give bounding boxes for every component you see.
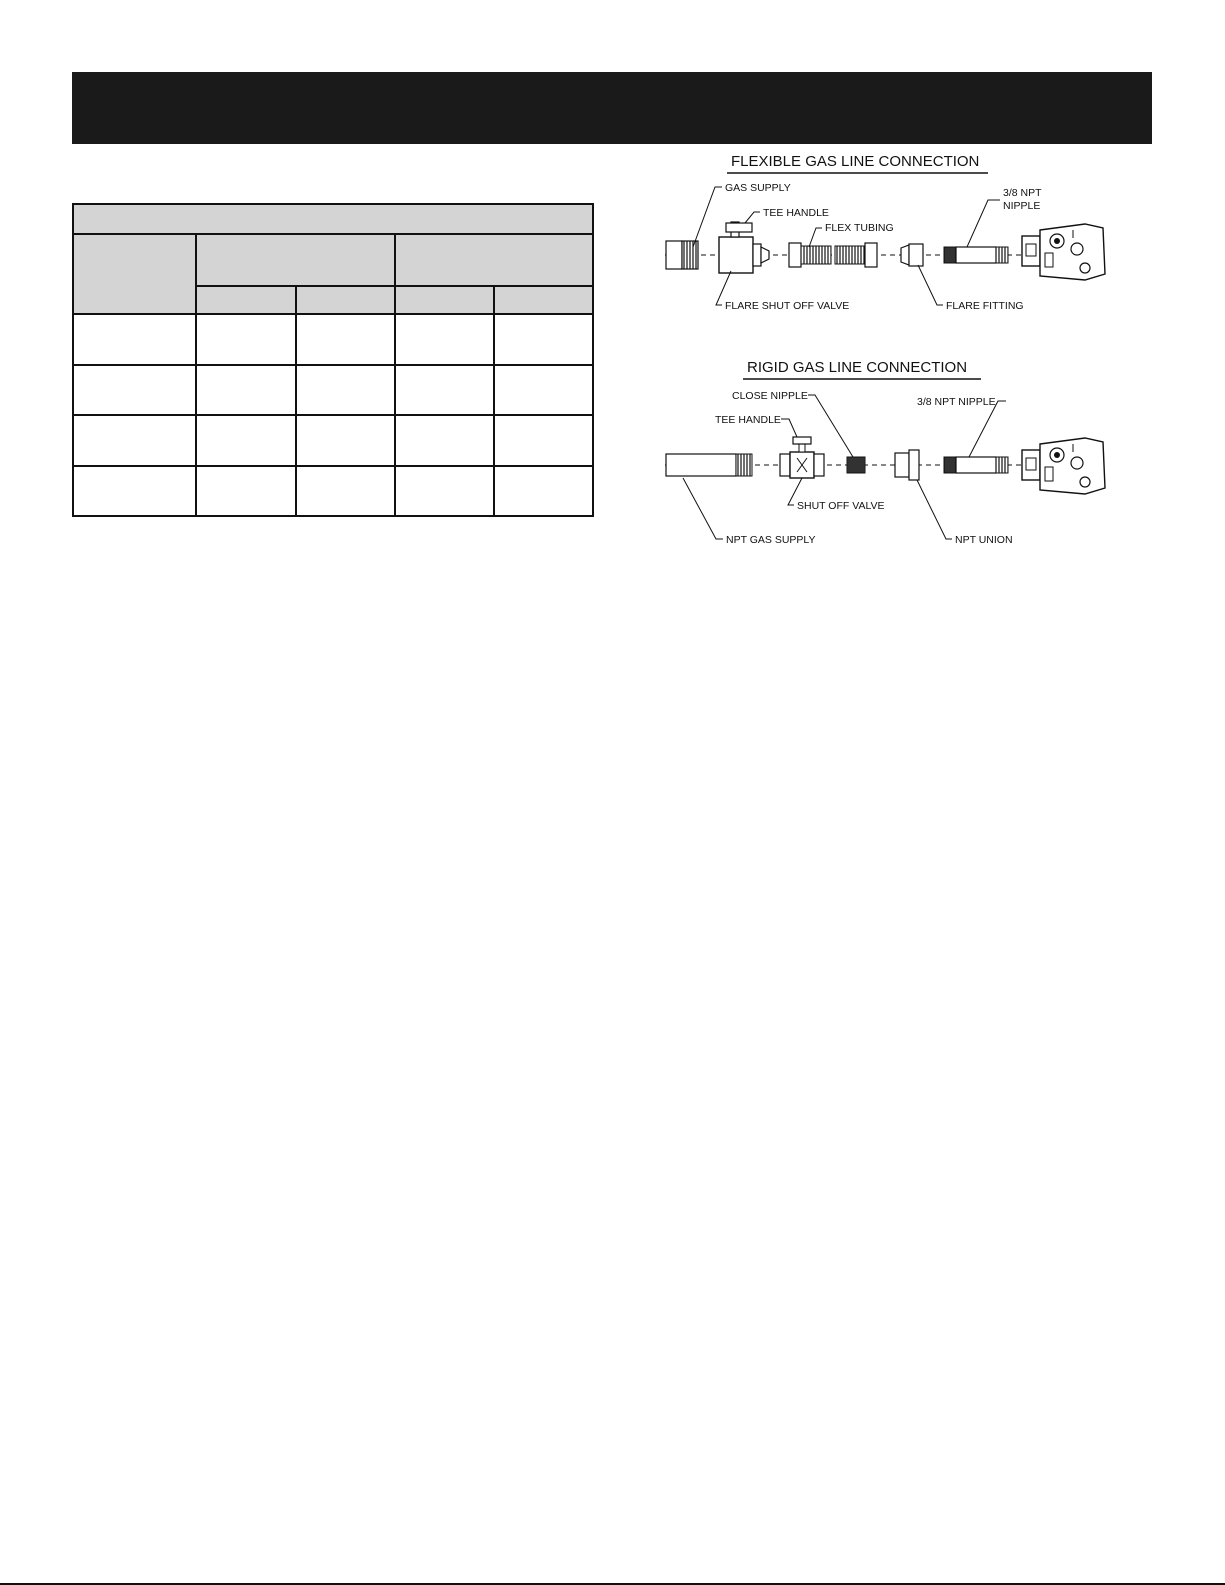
tee-handle-icon <box>726 223 752 232</box>
label-gas-supply: GAS SUPPLY <box>725 182 791 194</box>
flare-shut-off-valve <box>719 222 769 273</box>
npt-gas-supply-pipe <box>666 454 752 476</box>
rigid-npt-nipple <box>944 457 1008 473</box>
npt-nipple <box>944 247 1008 263</box>
label-flex-tubing: FLEX TUBING <box>825 222 894 234</box>
tee-handle-icon <box>793 437 811 444</box>
shut-off-valve <box>780 437 824 478</box>
table-row <box>73 314 593 364</box>
table-subheader <box>196 286 295 314</box>
table-group-header <box>395 234 593 287</box>
rigid-gas-valve-icon <box>1022 438 1105 494</box>
gas-line-connection-diagram <box>665 148 1150 558</box>
flexible-title: FLEXIBLE GAS LINE CONNECTION <box>731 153 980 170</box>
label-flare-shut-off-valve: FLARE SHUT OFF VALVE <box>725 300 850 312</box>
gas-valve-icon <box>1022 224 1105 280</box>
table-subheader <box>296 286 395 314</box>
table-row-header-cell <box>73 234 196 314</box>
flexible-connection-diagram <box>665 153 1105 312</box>
table-group-header <box>196 234 394 287</box>
label-flare-fitting: FLARE FITTING <box>946 300 1024 312</box>
table-row <box>73 365 593 415</box>
flex-tubing <box>789 243 877 267</box>
gas-spec-table <box>72 203 594 517</box>
flare-fitting <box>901 244 923 266</box>
label-npt-gas-supply: NPT GAS SUPPLY <box>726 534 816 546</box>
label-tee-handle: TEE HANDLE <box>763 207 829 219</box>
label-rigid-nipple: 3/8 NPT NIPPLE <box>917 396 996 408</box>
label-npt-union: NPT UNION <box>955 534 1013 546</box>
close-nipple <box>847 457 865 473</box>
table-subheader <box>494 286 593 314</box>
label-close-nipple: CLOSE NIPPLE <box>732 390 808 402</box>
label-nipple-line2: NIPPLE <box>1003 200 1041 212</box>
table-title-cell <box>73 204 593 234</box>
table-row <box>73 415 593 465</box>
table-subheader <box>395 286 494 314</box>
label-shut-off-valve: SHUT OFF VALVE <box>797 500 885 512</box>
rigid-connection-diagram <box>665 359 1105 546</box>
npt-union <box>895 450 919 480</box>
rigid-title: RIGID GAS LINE CONNECTION <box>747 359 968 376</box>
label-nipple-line1: 3/8 NPT <box>1003 187 1042 199</box>
table-row <box>73 466 593 516</box>
section-header-bar <box>72 72 1152 144</box>
label-rigid-tee-handle: TEE HANDLE <box>715 414 781 426</box>
